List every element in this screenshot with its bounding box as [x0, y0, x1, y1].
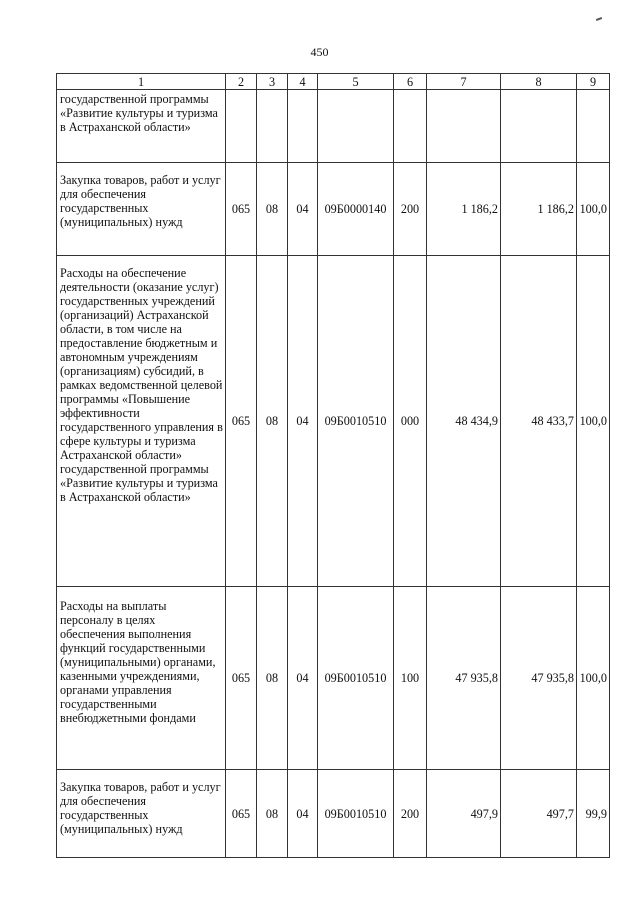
row-description: Закупка товаров, работ и услуг для обеспечения государственных (муниципальных) нужд	[57, 770, 226, 858]
actual-amount-cell: 1 186,2	[501, 163, 577, 256]
percent-cell: 100,0	[577, 163, 610, 256]
subsection-cell: 04	[288, 163, 318, 256]
column-header: 7	[427, 74, 501, 90]
column-header: 9	[577, 74, 610, 90]
row-description: Закупка товаров, работ и услуг для обеспечения государственных (муниципальных) нужд	[57, 163, 226, 256]
target-article-cell: 09Б0010510	[318, 770, 394, 858]
percent-cell: 99,9	[577, 770, 610, 858]
target-article-cell: 09Б0010510	[318, 587, 394, 770]
column-header: 4	[288, 74, 318, 90]
column-header: 3	[257, 74, 288, 90]
actual-amount-cell: 47 935,8	[501, 587, 577, 770]
table-row	[57, 587, 610, 770]
planned-amount-cell: 1 186,2	[427, 163, 501, 256]
column-header: 8	[501, 74, 577, 90]
planned-amount-cell	[427, 90, 501, 163]
expense-type-cell: 200	[394, 163, 427, 256]
column-header: 6	[394, 74, 427, 90]
table-row	[57, 770, 610, 858]
percent-cell: 100,0	[577, 256, 610, 587]
page-number: 450	[310, 45, 329, 59]
section-cell: 08	[257, 256, 288, 587]
section-cell: 08	[257, 770, 288, 858]
actual-amount-cell	[501, 90, 577, 163]
target-article-cell	[318, 90, 394, 163]
actual-amount-cell: 48 433,7	[501, 256, 577, 587]
row-description: Расходы на выплаты персоналу в целях обеспечения выполнения функций государственными (муниципальными) органами, казенными учреждениями, органами управления государственными внебюджетными фондами	[57, 587, 226, 770]
subsection-cell: 04	[288, 770, 318, 858]
ministry-code-cell: 065	[226, 770, 257, 858]
ministry-code-cell: 065	[226, 256, 257, 587]
row-description: государственной программы «Развитие культуры и туризма в Астраханской области»	[57, 90, 226, 163]
scan-artifact	[596, 17, 602, 21]
section-cell	[257, 90, 288, 163]
planned-amount-cell: 48 434,9	[427, 256, 501, 587]
table-row	[57, 256, 610, 587]
percent-cell	[577, 90, 610, 163]
planned-amount-cell: 497,9	[427, 770, 501, 858]
expense-type-cell: 000	[394, 256, 427, 587]
planned-amount-cell: 47 935,8	[427, 587, 501, 770]
subsection-cell	[288, 90, 318, 163]
subsection-cell: 04	[288, 587, 318, 770]
table-row	[57, 90, 610, 163]
target-article-cell: 09Б0000140	[318, 163, 394, 256]
section-cell: 08	[257, 587, 288, 770]
table-row	[57, 163, 610, 256]
expense-type-cell: 200	[394, 770, 427, 858]
expense-type-cell: 100	[394, 587, 427, 770]
subsection-cell: 04	[288, 256, 318, 587]
actual-amount-cell: 497,7	[501, 770, 577, 858]
budget-table	[56, 73, 610, 858]
table-header-row	[57, 74, 610, 90]
row-description: Расходы на обеспечение деятельности (оказание услуг) государственных учреждений (организаций) Астраханской области, в том числе на предоставление бюджетным и автономным учреждениям (организациям) субсидий, в рамках ведомственной целевой программы «Повышение эффективности государственного управления в сфере культуры и туризма Астраханской области» государственной программы «Развитие культуры и туризма в Астраханской области»	[57, 256, 226, 587]
ministry-code-cell: 065	[226, 163, 257, 256]
target-article-cell: 09Б0010510	[318, 256, 394, 587]
percent-cell: 100,0	[577, 587, 610, 770]
ministry-code-cell: 065	[226, 587, 257, 770]
column-header: 1	[57, 74, 226, 90]
section-cell: 08	[257, 163, 288, 256]
ministry-code-cell	[226, 90, 257, 163]
expense-type-cell	[394, 90, 427, 163]
column-header: 5	[318, 74, 394, 90]
column-header: 2	[226, 74, 257, 90]
